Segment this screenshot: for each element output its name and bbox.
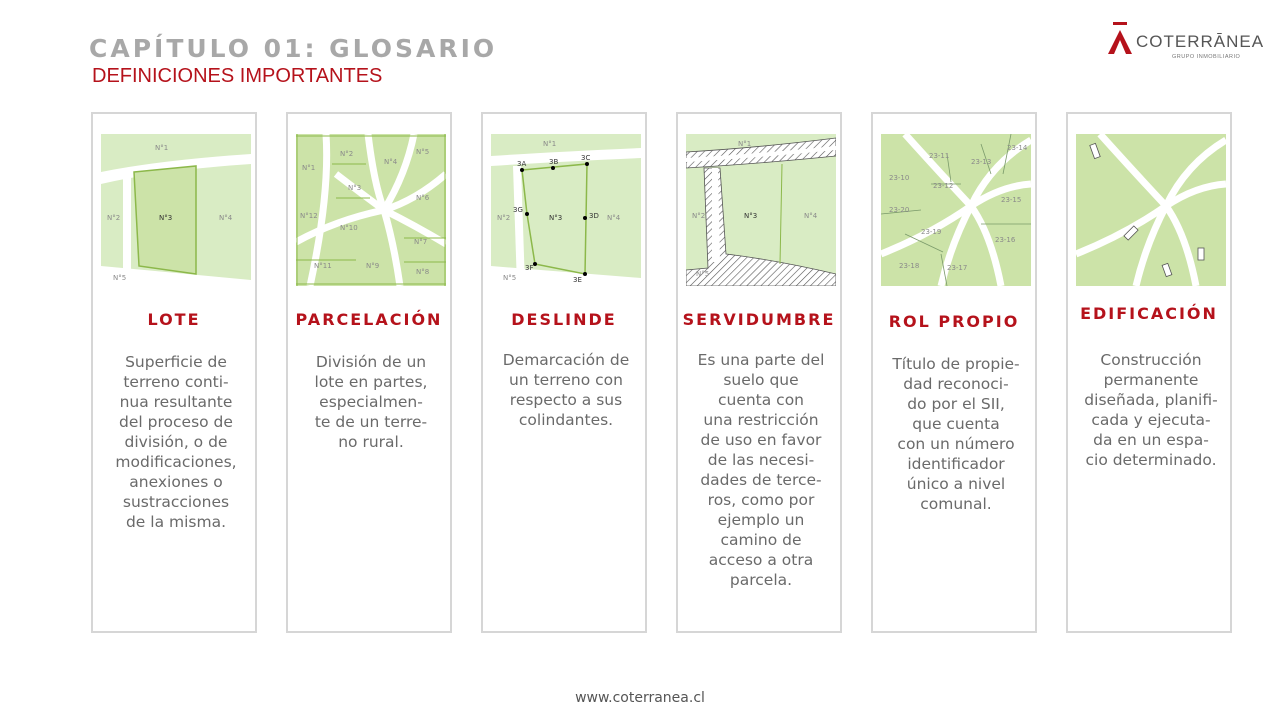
logo-name: COTERRĀNEA <box>1136 32 1265 51</box>
page-subtitle: DEFINICIONES IMPORTANTES <box>92 65 383 87</box>
card-title: EDIFICACIÓN <box>1080 304 1218 323</box>
card-description: Título de propie- dad reconoci- do por el SII, que cuenta con un número identificador único a nivel comunal. <box>892 355 1020 513</box>
card-description: Construcción permanente diseñada, planifi- cada y ejecuta- da en un espa- cio determinado. <box>1084 351 1218 469</box>
card-title: DESLINDE <box>511 310 617 329</box>
plan-label: N°1 <box>738 140 752 148</box>
plan-label: 23-20 <box>889 206 910 214</box>
plan-label: 23-13 <box>971 158 992 166</box>
plan-label: N°1 <box>155 144 169 152</box>
plan-label: N°11 <box>314 262 332 270</box>
plan-label: 3G <box>513 206 523 214</box>
logo-mark-icon <box>1104 22 1140 62</box>
card-servidumbre <box>676 112 842 633</box>
card-deslinde <box>481 112 647 633</box>
plan-servidumbre-image <box>686 134 836 286</box>
plan-label: N°6 <box>416 194 430 202</box>
plan-label: N°1 <box>302 164 316 172</box>
card-title: LOTE <box>147 310 201 329</box>
plan-label: 23-11 <box>929 152 950 160</box>
card-description: Demarcación de un terreno con respecto a sus colindantes. <box>502 351 630 429</box>
card-title: ROL PROPIO <box>888 312 1020 331</box>
plan-label: N°4 <box>804 212 818 220</box>
logo-tagline: GRUPO INMOBILIARIO <box>1172 54 1241 60</box>
plan-label: N°5 <box>696 270 710 278</box>
plan-label: N°9 <box>366 262 380 270</box>
plan-label: N°4 <box>607 214 621 222</box>
brand-logo <box>1100 20 1265 70</box>
card-title: PARCELACIÓN <box>295 310 443 329</box>
plan-label: N°1 <box>543 140 557 148</box>
plan-label: 23-10 <box>889 174 910 182</box>
plan-label: 23-17 <box>947 264 968 272</box>
card-description: División de un lote en partes, especialmen- te de un terre- no rural. <box>314 353 428 451</box>
plan-label: N°5 <box>416 148 430 156</box>
plan-label: 23-18 <box>899 262 920 270</box>
plan-label: N°7 <box>414 238 428 246</box>
plan-label: N°2 <box>340 150 354 158</box>
plan-deslinde-image <box>491 134 641 286</box>
plan-label: 23-12 <box>933 182 954 190</box>
plan-rol-propio-image <box>881 134 1031 286</box>
card-rol-propio <box>871 112 1037 633</box>
card-edificacion <box>1066 112 1232 633</box>
plan-label: N°5 <box>113 274 127 282</box>
plan-label: 3D <box>589 212 599 220</box>
plan-label: N°4 <box>384 158 398 166</box>
plan-label: N°8 <box>416 268 430 276</box>
plan-label: N°10 <box>340 224 358 232</box>
website-url: www.coterranea.cl <box>575 690 705 706</box>
plan-label: N°2 <box>692 212 706 220</box>
plan-label: N°12 <box>300 212 318 220</box>
card-title: SERVIDUMBRE <box>682 310 836 329</box>
plan-label: 3E <box>573 276 582 284</box>
plan-label: 3F <box>525 264 534 272</box>
plan-label: N°3 <box>549 214 563 222</box>
plan-label: 3A <box>517 160 527 168</box>
card-description: Es una parte del suelo que cuenta con una restricción de uso en favor de las necesi- dades de terce- ros, como por ejemplo un camino de acceso a otra parcela. <box>697 351 825 589</box>
plan-label: N°5 <box>503 274 517 282</box>
plan-label: N°2 <box>107 214 121 222</box>
card-lote <box>91 112 257 633</box>
plan-label: 23-19 <box>921 228 942 236</box>
page-title: CAPÍTULO 01: GLOSARIO <box>89 34 498 63</box>
card-parcelacion <box>286 112 452 633</box>
plan-label: N°3 <box>159 214 173 222</box>
plan-label: 3C <box>581 154 591 162</box>
plan-edificacion-image <box>1076 134 1226 286</box>
card-description: Superficie de terreno conti- nua resultante del proceso de división, o de modificaciones, anexiones o sustracciones de la misma. <box>115 353 237 531</box>
plan-label: 23-14 <box>1007 144 1028 152</box>
plan-label: N°2 <box>497 214 511 222</box>
plan-label: N°3 <box>348 184 362 192</box>
plan-label: 23-15 <box>1001 196 1022 204</box>
plan-label: N°3 <box>744 212 758 220</box>
plan-label: 3B <box>549 158 559 166</box>
plan-label: N°4 <box>219 214 233 222</box>
plan-parcelacion-image <box>296 134 446 286</box>
plan-label: 23-16 <box>995 236 1016 244</box>
plan-lote-image <box>101 134 251 286</box>
